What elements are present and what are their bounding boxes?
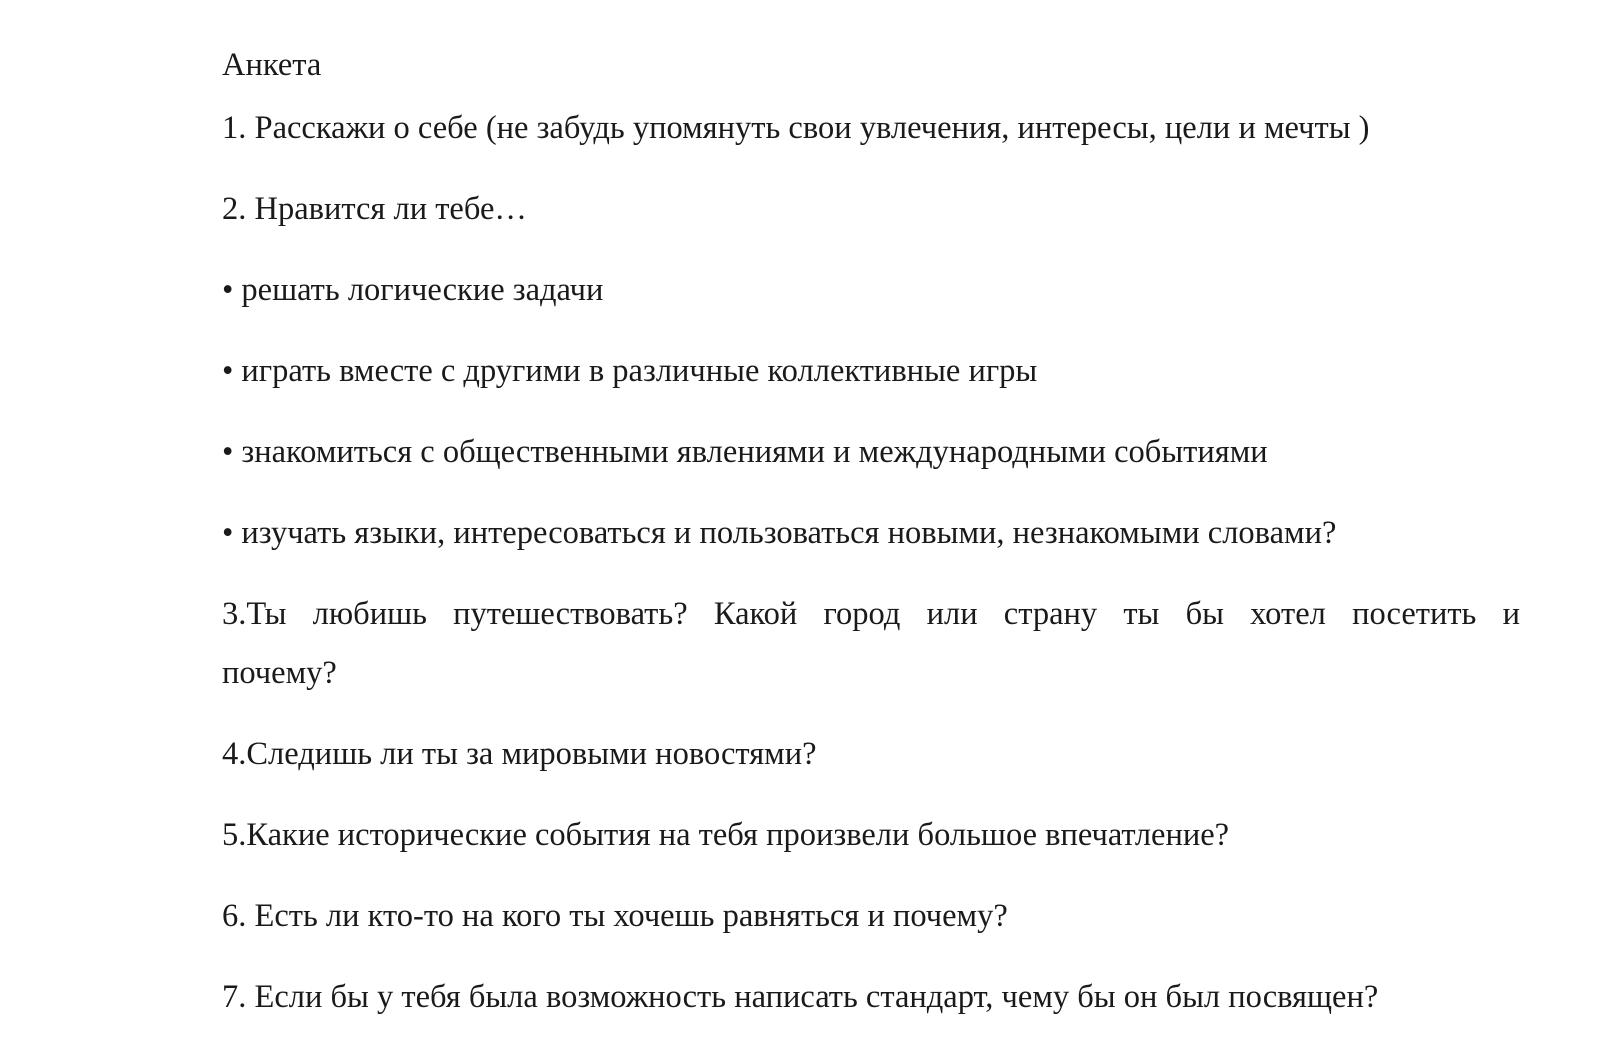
question-4: 4.Следишь ли ты за мировыми новостями? (222, 736, 817, 772)
bullet-text: изучать языки, интересоваться и пользоваться новыми, незнакомыми словами? (241, 515, 1337, 551)
bullet-icon: • (222, 515, 234, 551)
question-2: 2. Нравится ли тебе… (222, 191, 527, 227)
bullet-text: знакомиться с общественными явлениями и международными событиями (241, 434, 1268, 470)
bullet-icon: • (222, 434, 234, 470)
bullet-text: играть вместе с другими в различные коллективные игры (241, 353, 1038, 389)
question-1: 1. Расскажи о себе (не забудь упомянуть свои увлечения, интересы, цели и мечты ) (222, 110, 1370, 146)
questionnaire-page (222, 0, 1520, 1052)
bullet-icon: • (222, 272, 234, 308)
question-7: 7. Если бы у тебя была возможность написать стандарт, чему бы он был посвящен? (222, 979, 1379, 1015)
question-6: 6. Есть ли кто-то на кого ты хочешь равняться и почему? (222, 898, 1008, 934)
document-title: Анкета (222, 47, 322, 83)
bullet-item-team-games (222, 351, 1037, 391)
bullet-item-world-events (222, 432, 1268, 472)
question-3-line-1: 3.Ты любишь путешествовать? Какой город или страну ты бы хотел посетить и (222, 596, 1520, 632)
bullet-text: решать логические задачи (241, 272, 604, 308)
bullet-item-languages (222, 513, 1336, 553)
question-3-line-2: почему? (222, 655, 337, 691)
bullet-item-logic-tasks (222, 270, 603, 310)
question-5: 5.Какие исторические события на тебя произвели большое впечатление? (222, 817, 1230, 853)
bullet-icon: • (222, 353, 234, 389)
